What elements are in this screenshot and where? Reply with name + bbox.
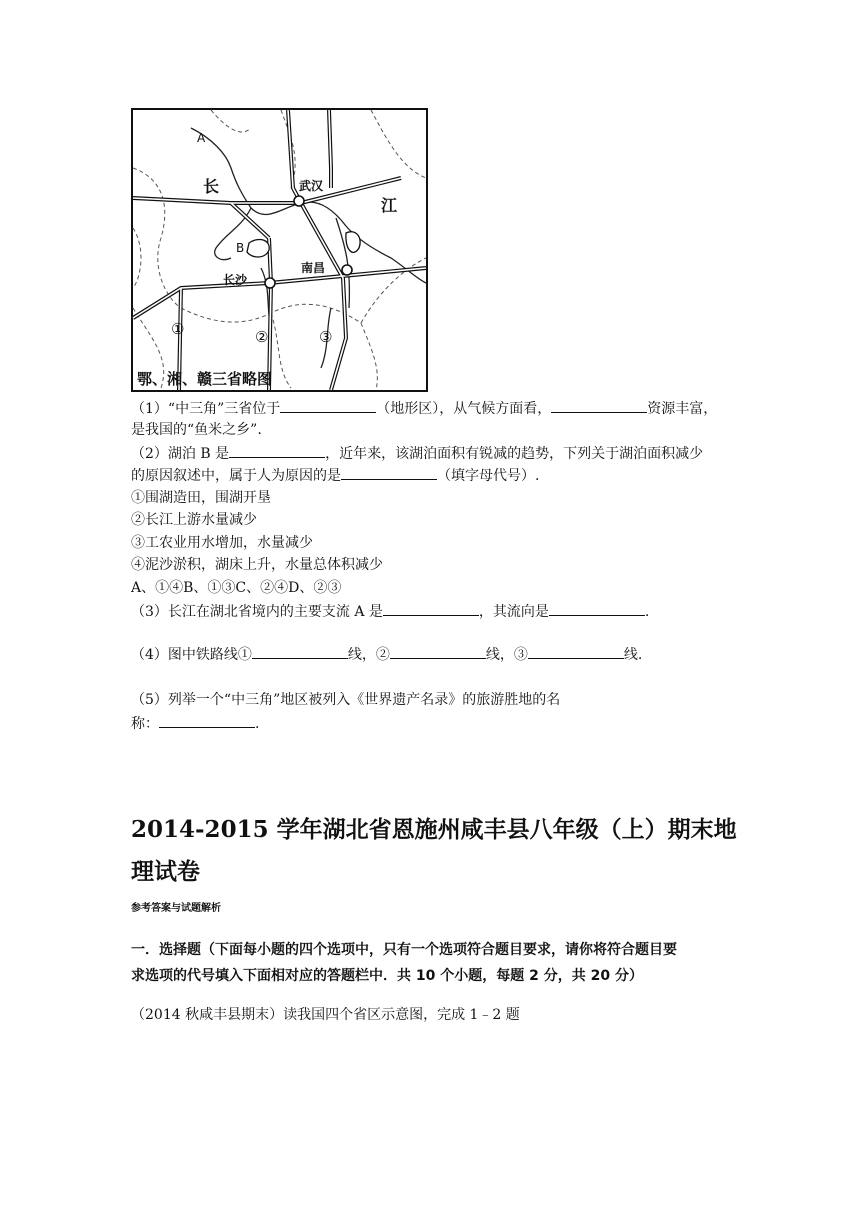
q1-blank-2 [551,397,647,413]
q2-text-1: （2）湖泊 B 是 [131,446,230,462]
q3-blank-1 [383,600,479,616]
q3-text-1: （3）长江在湖北省境内的主要支流 A 是 [131,604,383,620]
section-1-line-2: 求选项的代号填入下面相对应的答题栏中．共 10 个小题，每题 2 分，共 20 分） [131,968,643,984]
question-2-line-2 [131,464,741,487]
question-4 [131,643,741,666]
q4-text-2: 线，② [347,647,390,663]
q2-text-2: ，近年来，该湖泊面积有锐减的趋势，下列关于湖泊面积减少 [325,446,704,462]
exam-title-line-2: 理试卷 [131,858,200,885]
q5-blank-1 [159,712,255,728]
question-5-line-2 [131,712,741,735]
city-wuhan-marker [294,196,304,206]
map-figure [131,108,428,392]
q4-blank-1 [252,643,348,659]
q2-option-2: ②长江上游水量减少 [131,512,257,528]
q2-blank-1 [229,442,325,458]
rail-label-2: ② [255,328,269,346]
city-changsha-label: 长沙 [223,273,248,287]
lake-b [247,239,269,257]
q2-option-3: ③工农业用水增加，水量减少 [131,535,313,551]
q1-blank-1 [280,397,376,413]
q3-text-3: . [644,604,650,620]
q1-text-2: （地形区），从气候方面看， [376,401,552,417]
rail-label-3: ③ [319,328,333,346]
q2-blank-2 [341,464,437,480]
q2-choices: A、①④B、①③C、②④D、②③ [131,580,342,596]
q2-option-4: ④泥沙淤积，湖床上升，水量总体积减少 [131,557,383,573]
q3-text-2: ，其流向是 [478,604,549,620]
rail-label-1: ① [171,320,185,338]
map-frame [132,109,427,391]
q3-blank-2 [549,600,645,616]
city-nanchang-label: 南昌 [301,261,326,275]
city-nanchang-marker [342,265,352,275]
q1-text-3: 资源丰富， [647,401,718,417]
q4-text-1: （4）图中铁路线① [131,647,252,663]
intro-text: （2014 秋咸丰县期末）读我国四个省区示意图，完成 1﹣2 题 [131,1007,520,1023]
question-1-line-2: 是我国的“鱼米之乡”. [131,422,262,438]
q2-text-3: 的原因叙述中，属于人为原因的是 [131,468,341,484]
q4-text-4: 线. [623,647,643,663]
map-label-chang: 长 [203,177,220,196]
q5-text-3: . [255,716,260,732]
q4-text-3: 线，③ [485,647,528,663]
map-label-jiang: 江 [381,196,398,215]
question-3 [131,600,741,623]
subtitle: 参考答案与试题解析 [131,903,221,914]
city-wuhan-label: 武汉 [299,179,324,193]
q4-blank-2 [390,643,486,659]
section-1-line-1: 一．选择题（下面每小题的四个选项中，只有一个选项符合题目要求，请你将符合题目要 [131,942,677,958]
q2-option-1: ①围湖造田，围湖开垦 [131,490,271,506]
question-5-line-1: （5）列举一个“中三角”地区被列入《世界遗产名录》的旅游胜地的名 [131,692,561,708]
q5-text-2: 称： [131,716,159,732]
exam-title-line-1: 2014-2015 学年湖北省恩施州咸丰县八年级（上）期末地 [131,816,737,843]
question-2-line-1 [131,442,741,465]
q1-text-1: （1）“中三角”三省位于 [131,401,281,417]
map-caption: 鄂、湘、赣三省略图 [137,370,273,388]
map-label-b: B [236,241,245,255]
map-label-a: A [197,131,206,145]
question-1-line-1 [131,397,741,420]
q4-blank-3 [528,643,624,659]
q2-text-4: （填字母代号）. [437,468,540,484]
city-changsha-marker [265,278,275,288]
